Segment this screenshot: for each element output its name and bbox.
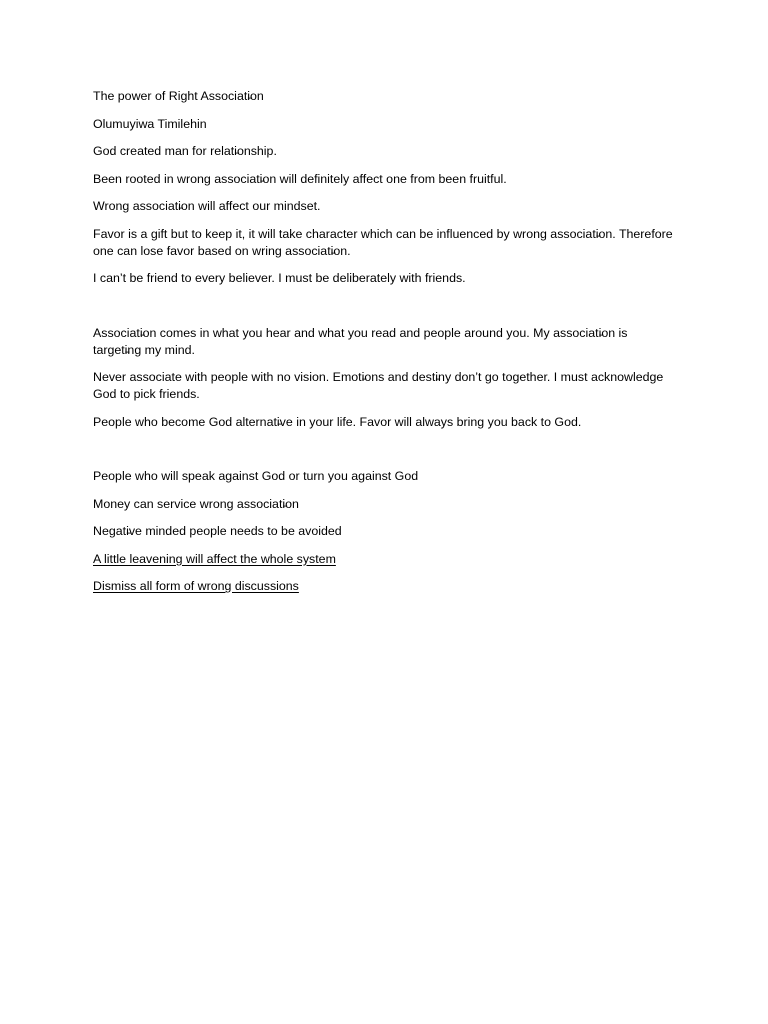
author-name: Olumuyiwa Timilehin	[93, 116, 207, 131]
paragraph-7: Never associate with people with no vision. Emoti̵ons and desti̵ny don’t go together. I must acknowledge God to pick friends.	[93, 370, 664, 401]
paragraph-1: God created man for relati̵onship.	[93, 144, 277, 158]
document-body	[93, 88, 673, 606]
blank-line	[93, 298, 673, 325]
paragraph-5: I can’t be friend to every believer. I must be deliberately with friends.	[93, 271, 466, 285]
paragraph-3: Wrong associati̵on will affect our mindset.	[93, 199, 321, 213]
underlined-paragraph-1: A little leavening will affect the whole system	[93, 551, 336, 566]
paragraph-6: Associati̵on comes in what you hear and what you read and people around you. My associati̵on is targeti̵ng my mind.	[93, 325, 628, 357]
paragraph-11: Negati̵ve minded people needs to be avoided	[93, 524, 342, 538]
blank-line	[93, 441, 673, 468]
paragraph-10: Money can service wrong associati̵on	[93, 496, 299, 511]
document-title: The power of Right Associati̵on	[93, 89, 264, 103]
paragraph-9: People who will speak against God or turn you against God	[93, 469, 419, 483]
paragraph-2: Been rooted in wrong associati̵on will definitely affect one from been fruitful.	[93, 171, 507, 186]
underlined-paragraph-2: Dismiss all form of wrong discussions	[93, 579, 299, 593]
paragraph-4: Favor is a gift but to keep it, it will take character which can be influenced by wrong associati̵on. Therefore one can lose favor based on wring associati̵on.	[93, 226, 673, 258]
paragraph-8: People who become God alternati̵ve in your life. Favor will always bring you back to God.	[93, 414, 582, 429]
